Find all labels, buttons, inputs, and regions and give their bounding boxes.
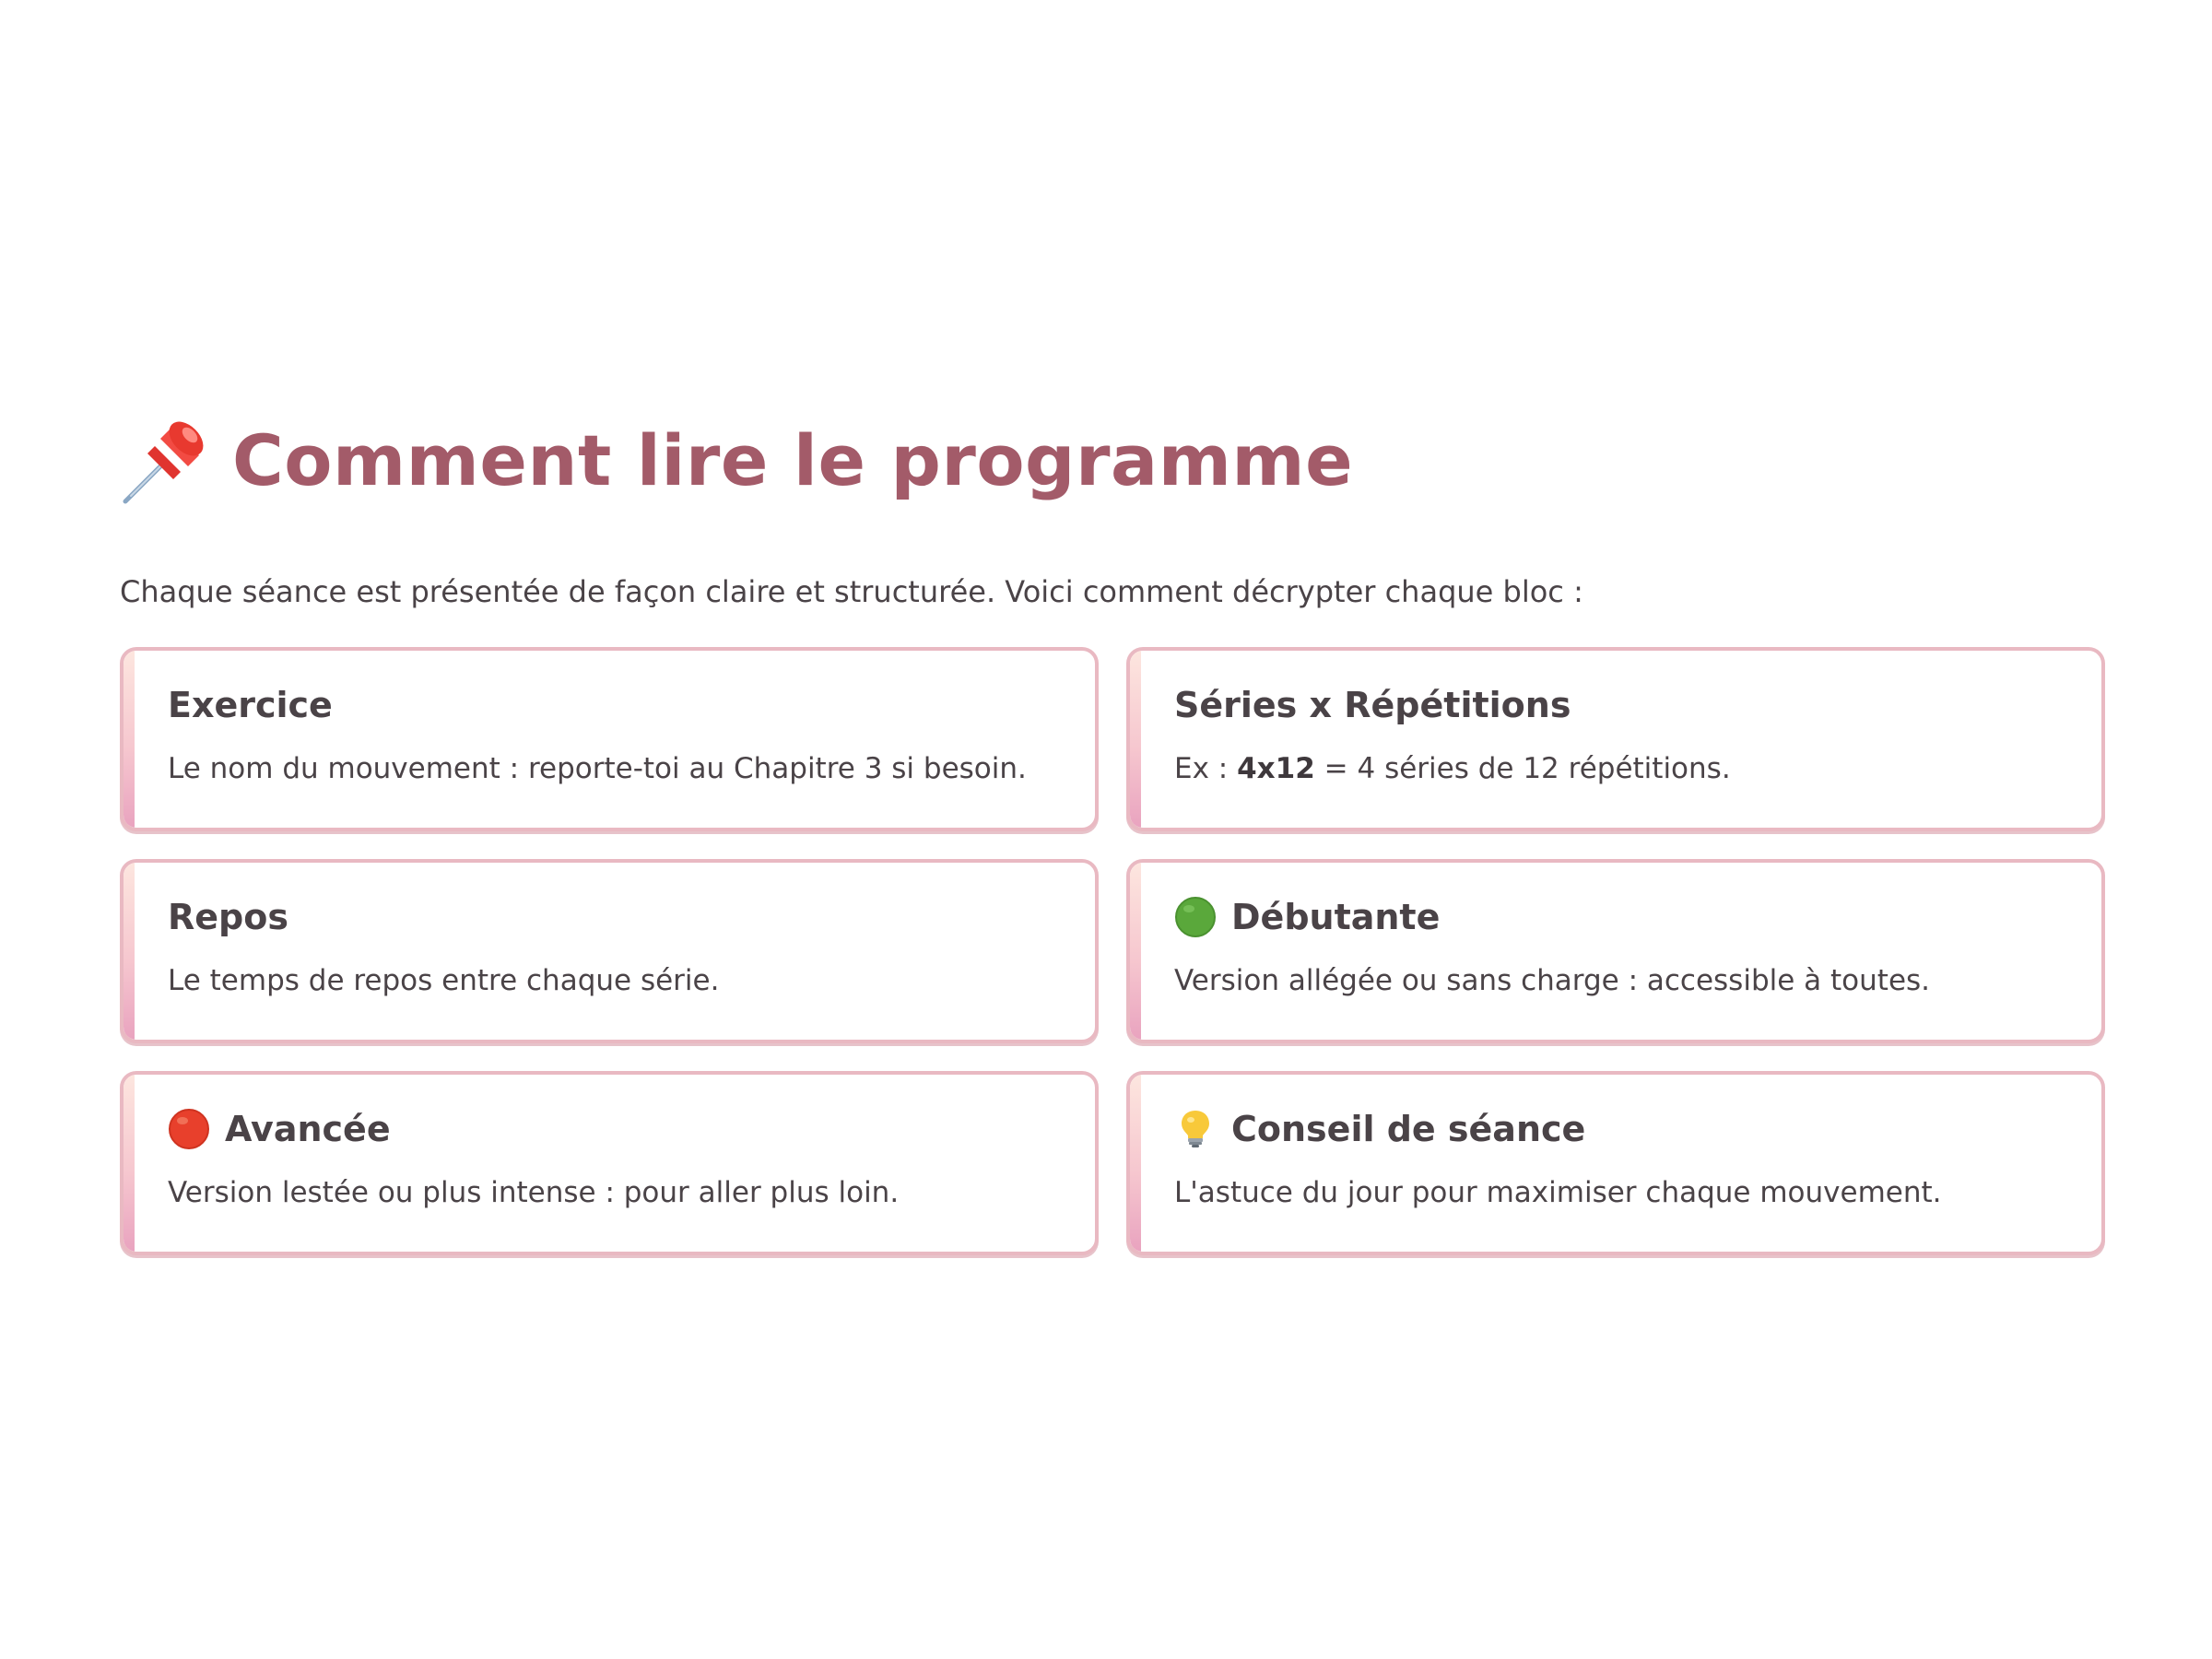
description-suffix: = 4 séries de 12 répétitions.: [1314, 752, 1731, 785]
card-title: [1174, 684, 2065, 726]
page-header: [120, 406, 2107, 516]
card-title-text: Exercice: [168, 685, 333, 725]
card-description: Version allégée ou sans charge : accessible à toutes.: [1174, 964, 1931, 997]
intro-text: Chaque séance est présentée de façon claire et structurée. Voici comment décrypter chaque bloc :: [120, 574, 1583, 609]
card-accent-bar: [124, 651, 135, 828]
page-title: Comment lire le programme: [232, 419, 1354, 501]
card-description: Version lestée ou plus intense : pour aller plus loin.: [168, 1176, 900, 1209]
card-accent-bar: [1130, 1075, 1141, 1252]
card-accent-bar: [1130, 863, 1141, 1040]
card-title-text: Séries x Répétitions: [1174, 685, 1571, 725]
green-circle-icon: [1174, 896, 1217, 938]
light-bulb-icon: [1174, 1108, 1217, 1150]
card-exercice: [120, 647, 1099, 831]
card-title: [1174, 896, 2065, 938]
card-title-text: Conseil de séance: [1231, 1109, 1586, 1149]
description-prefix: Ex :: [1174, 752, 1238, 785]
card-title: [1174, 1108, 2065, 1150]
card-conseil-de-seance: [1126, 1071, 2105, 1255]
card-title-text: Repos: [168, 897, 288, 937]
card-accent-bar: [124, 863, 135, 1040]
card-description: Le temps de repos entre chaque série.: [168, 964, 720, 997]
description-bold: 4x12: [1237, 752, 1315, 785]
card-description: [1174, 752, 2065, 786]
card-title: [168, 1108, 1058, 1150]
card-avancee: [120, 1071, 1099, 1255]
red-circle-icon: [168, 1108, 210, 1150]
card-title-text: Débutante: [1231, 897, 1441, 937]
card-accent-bar: [1130, 651, 1141, 828]
card-title-text: Avancée: [225, 1109, 391, 1149]
card-accent-bar: [124, 1075, 135, 1252]
card-repos: [120, 859, 1099, 1043]
card-description: L'astuce du jour pour maximiser chaque mouvement.: [1174, 1176, 1942, 1209]
legend-grid: [120, 647, 2107, 1255]
card-title: [168, 896, 1058, 938]
page-content: [120, 406, 2107, 1255]
card-debutante: [1126, 859, 2105, 1043]
card-series-repetitions: [1126, 647, 2105, 831]
card-title: [168, 684, 1058, 726]
card-description: Le nom du mouvement : reporte-toi au Chapitre 3 si besoin.: [168, 752, 1027, 785]
pushpin-icon: [120, 415, 212, 507]
